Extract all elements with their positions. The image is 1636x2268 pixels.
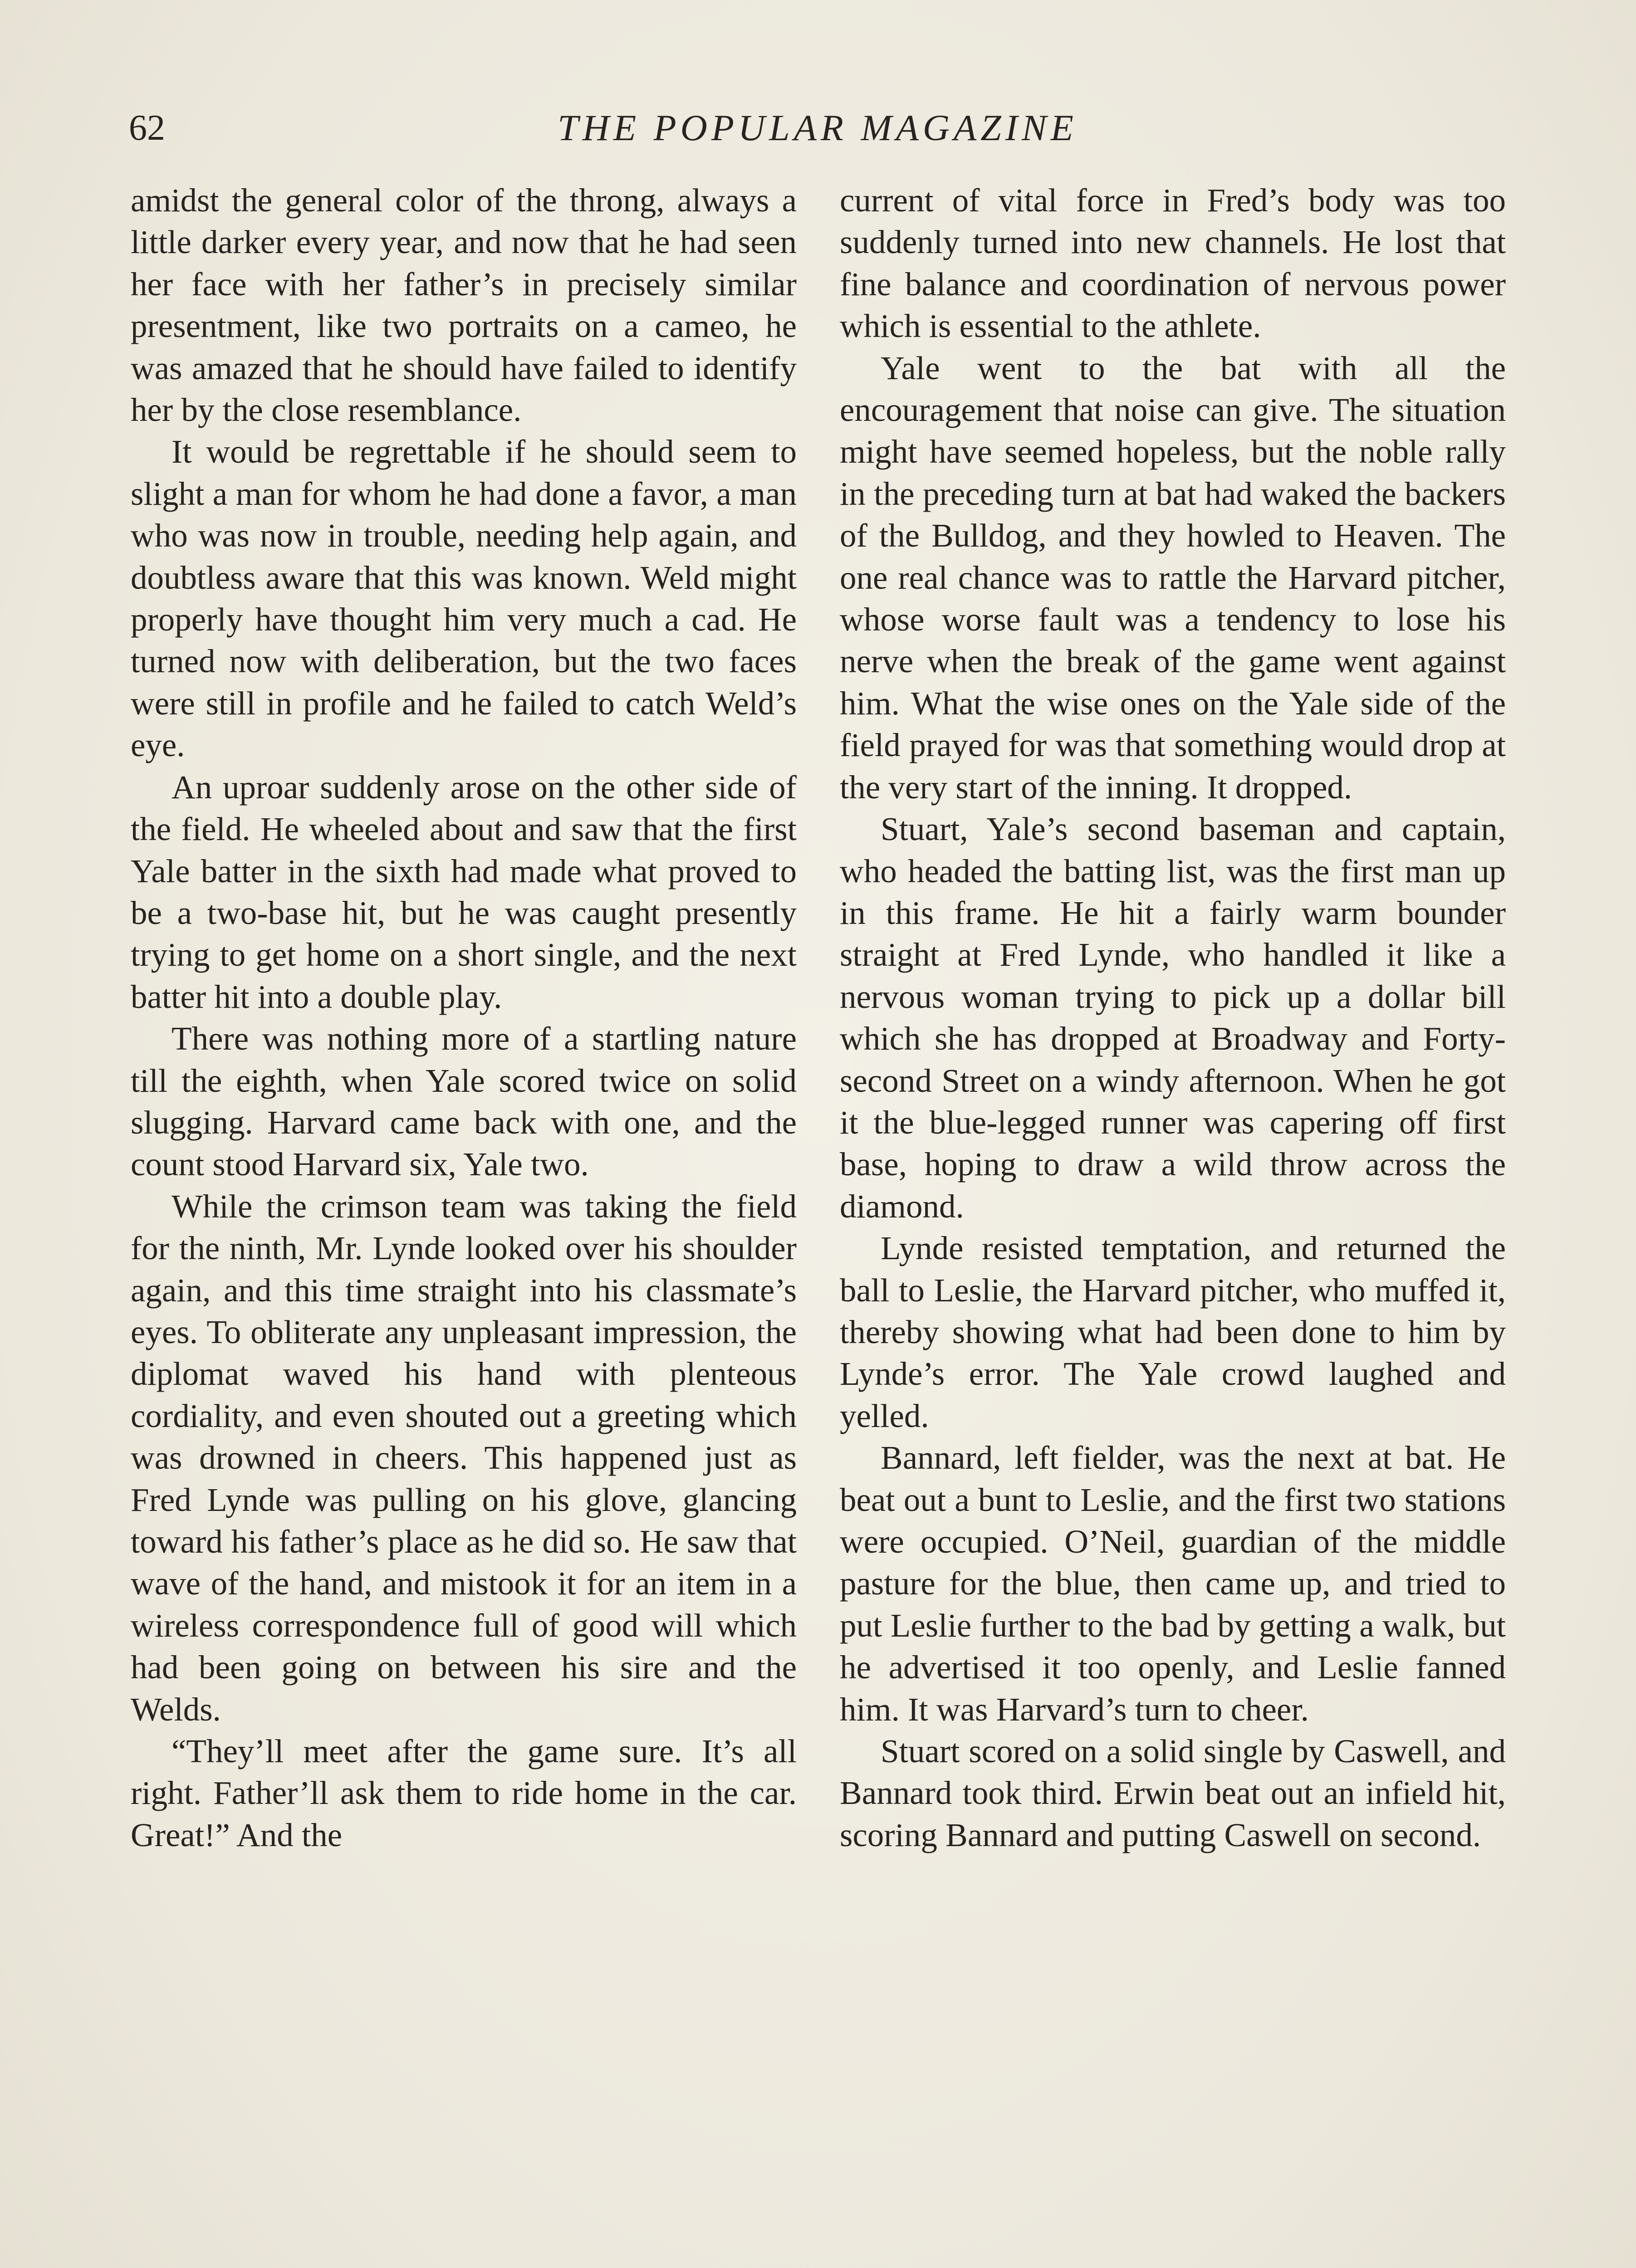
text-column-right bbox=[840, 180, 1506, 1856]
paragraph: Stuart scored on a solid single by Caswell, and Bannard took third. Erwin beat out an infield hit, scoring Bannard and putting Caswell on second. bbox=[840, 1733, 1506, 1853]
paragraph: Bannard, left fielder, was the next at bat. He beat out a bunt to Leslie, and the first two stations were occupied. O’Neil, guardian of the middle pasture for the blue, then came up, and tried to put Leslie further to the bad by getting a walk, but he advertised it too openly, and Leslie fanned him. It was Harvard’s turn to cheer. bbox=[840, 1439, 1506, 1728]
page-header bbox=[129, 101, 1506, 155]
paragraph: Lynde resisted temptation, and returned the ball to Leslie, the Harvard pitcher, who muffed it, thereby showing what had been done to him by Lynde’s error. The Yale crowd laughed and yelled. bbox=[840, 1230, 1506, 1434]
paragraph: “They’ll meet after the game sure. It’s all right. Father’ll ask them to ride home in the car. Great!” And the bbox=[131, 1733, 797, 1853]
text-column-left bbox=[131, 180, 797, 1856]
paragraph: While the crimson team was taking the field for the ninth, Mr. Lynde looked over his shoulder again, and this time straight into his classmate’s eyes. To obliterate any unpleasant impression, the diplomat waved his hand with plenteous cordiality, and even shouted out a greeting which was drowned in cheers. This happened just as Fred Lynde was pulling on his glove, glancing toward his father’s place as he did so. He saw that wave of the hand, and mistook it for an item in a wireless correspondence full of good will which had been going on between his sire and the Welds. bbox=[131, 1188, 797, 1728]
paragraph: There was nothing more of a startling nature till the eighth, when Yale scored twice on solid slugging. Harvard came back with one, and the count stood Harvard six, Yale two. bbox=[131, 1020, 797, 1183]
paragraph: It would be regrettable if he should seem to slight a man for whom he had done a favor, a man who was now in trouble, needing help again, and doubtless aware that this was known. Weld might properly have thought him very much a cad. He turned now with deliberation, but the two faces were still in profile and he failed to catch Weld’s eye. bbox=[131, 433, 797, 764]
paragraph: current of vital force in Fred’s body was too suddenly turned into new channels. He lost that fine balance and coordination of nervous power which is essential to the athlete. bbox=[840, 182, 1506, 345]
paragraph: Yale went to the bat with all the encouragement that noise can give. The situation might have seemed hopeless, but the noble rally in the preceding turn at bat had waked the backers of the Bulldog, and they howled to Heaven. The one real chance was to rattle the Harvard pitcher, whose worse fault was a tendency to lose his nerve when the break of the game went against him. What the wise ones on the Yale side of the field prayed for was that something would drop at the very start of the inning. It dropped. bbox=[840, 349, 1506, 806]
running-head: THE POPULAR MAGAZINE bbox=[558, 107, 1078, 148]
paragraph: amidst the general color of the throng, always a little darker every year, and now that he had seen her face with her father’s in precisely similar presentment, like two portraits on a cameo, he was amazed that he should have failed to identify her by the close resemblance. bbox=[131, 182, 797, 429]
page-number: 62 bbox=[129, 108, 165, 148]
paragraph: Stuart, Yale’s second baseman and captain, who headed the batting list, was the first man up in this frame. He hit a fairly warm bounder straight at Fred Lynde, who handled it like a nervous woman trying to pick up a dollar bill which she has dropped at Broadway and Forty-second Street on a windy afternoon. When he got it the blue-legged runner was capering off first base, hoping to draw a wild throw across the diamond. bbox=[840, 811, 1506, 1225]
paragraph: An uproar suddenly arose on the other side of the field. He wheeled about and saw that the first Yale batter in the sixth had made what proved to be a two-base hit, but he was caught presently trying to get home on a short single, and the next batter hit into a double play. bbox=[131, 768, 797, 1015]
